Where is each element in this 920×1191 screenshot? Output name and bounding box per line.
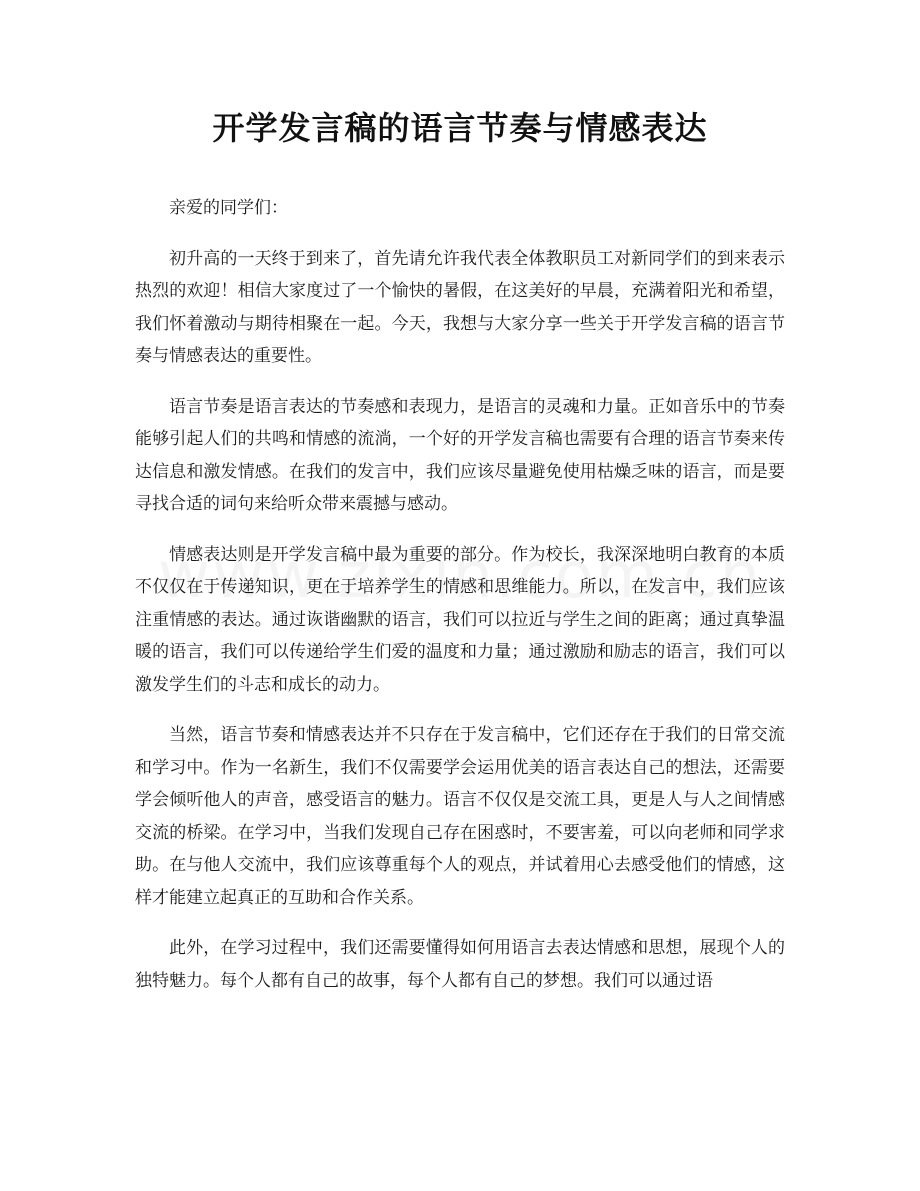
body-paragraph: 语言节奏是语言表达的节奏感和表现力，是语言的灵魂和力量。正如音乐中的节奏能够引起人们的共鸣和情感的流淌，一个好的开学发言稿也需要有合理的语言节奏来传达信息和激发情感。在我们的发言中，我们应该尽量避免使用枯燥乏味的语言，而是要寻找合适的词句来给听众带来震撼与感动。 <box>135 396 785 514</box>
salutation: 亲爱的同学们： <box>169 198 288 218</box>
body-paragraph: 此外，在学习过程中，我们还需要懂得如何用语言去表达情感和思想，展现个人的独特魅力。每个人都有自己的故事，每个人都有自己的梦想。我们可以通过语 <box>135 938 785 991</box>
document-title: 开学发言稿的语言节奏与情感表达 <box>212 109 708 147</box>
body-paragraph: 当然，语言节奏和情感表达并不只存在于发言稿中，它们还存在于我们的日常交流和学习中。作为一名新生，我们不仅需要学会运用优美的语言表达自己的想法，还需要学会倾听他人的声音，感受语言的魅力。语言不仅仅是交流工具，更是人与人之间情感交流的桥梁。在学习中，当我们发现自己存在困惑时，不要害羞，可以向老师和同学求助。在与他人交流中，我们应该尊重每个人的观点，并试着用心去感受他们的情感，这样才能建立起真正的互助和合作关系。 <box>135 725 785 908</box>
body-paragraph: 情感表达则是开学发言稿中最为重要的部分。作为校长，我深深地明白教育的本质不仅仅在于传递知识，更在于培养学生的情感和思维能力。所以，在发言中，我们应该注重情感的表达。通过诙谐幽默的语言，我们可以拉近与学生之间的距离；通过真挚温暖的语言，我们可以传递给学生们爱的温度和力量；通过激励和励志的语言，我们可以激发学生们的斗志和成长的动力。 <box>135 544 785 695</box>
body-paragraph: 初升高的一天终于到来了，首先请允许我代表全体教职员工对新同学们的到来表示热烈的欢迎！相信大家度过了一个愉快的暑假，在这美好的早晨，充满着阳光和希望，我们怀着激动与期待相聚在一起。今天，我想与大家分享一些关于开学发言稿的语言节奏与情感表达的重要性。 <box>135 248 785 366</box>
